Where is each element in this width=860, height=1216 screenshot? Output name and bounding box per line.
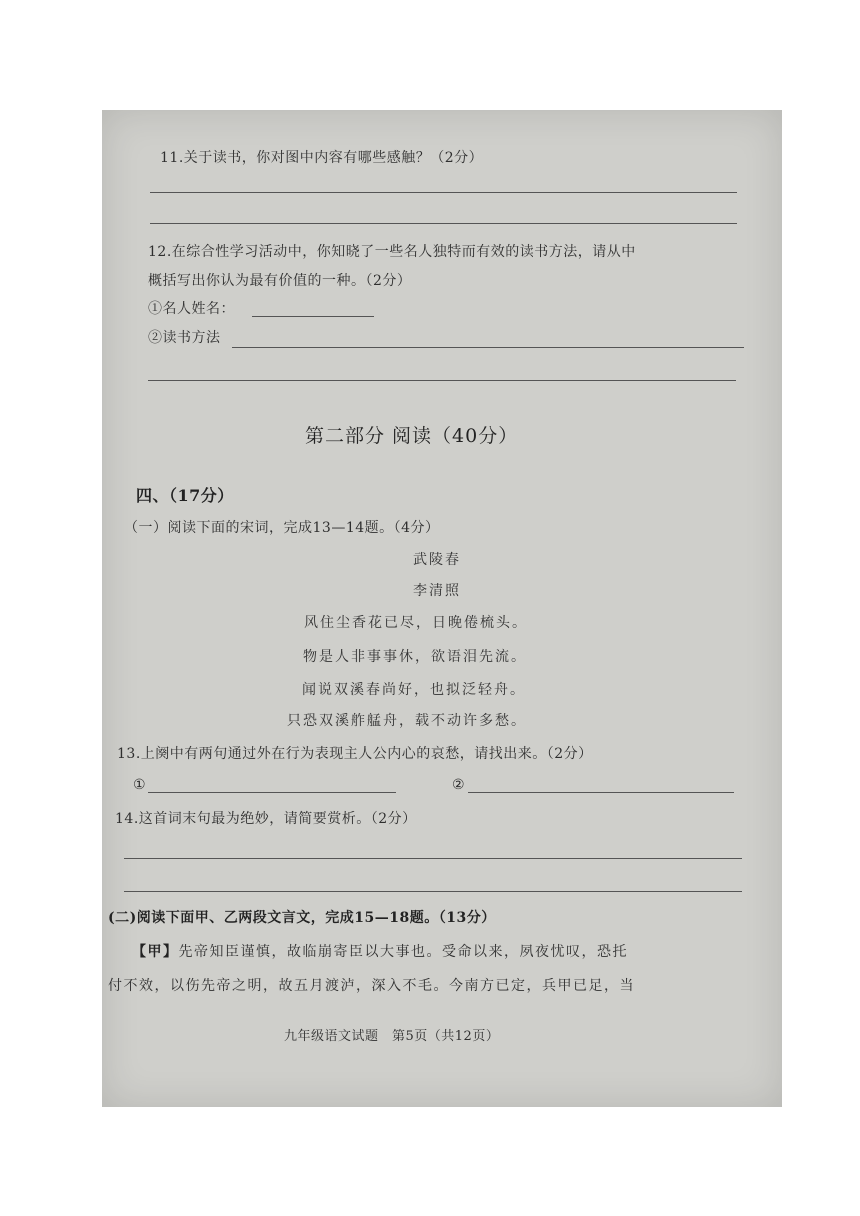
q13-option1: ① — [133, 777, 147, 793]
subsection-2-title: (二)阅读下面甲、乙两段文言文，完成15—18题。（13分） — [108, 910, 496, 926]
poem-line: 风住尘香花已尽，日晚倦梳头。 — [304, 615, 528, 631]
question-11: 11.关于读书，你对图中内容有哪些感触？（2分） — [160, 150, 484, 166]
question-13: 13.上阕中有两句通过外在行为表现主人公内心的哀愁，请找出来。（2分） — [117, 746, 593, 762]
poem-author: 李清照 — [413, 583, 461, 599]
question-12-line2: 概括写出你认为最有价值的一种。（2分） — [148, 273, 412, 289]
answer-line — [148, 380, 736, 381]
poem-title: 武陵春 — [413, 552, 461, 568]
answer-line — [150, 192, 737, 193]
subsection-1-title: （一）阅读下面的宋词，完成13—14题。（4分） — [124, 520, 440, 536]
answer-line — [148, 792, 396, 793]
poem-line: 只恐双溪舴艋舟，载不动许多愁。 — [287, 713, 527, 729]
passage-jia-label: 【甲】 — [132, 944, 179, 960]
answer-line — [150, 223, 737, 224]
passage-jia-line2: 付不效，以伤先帝之明，故五月渡泸，深入不毛。今南方已定，兵甲已足，当 — [108, 978, 635, 994]
question-12-item1: ①名人姓名： — [148, 301, 235, 317]
answer-line — [252, 316, 374, 317]
section-4-title: 四、（17分） — [136, 486, 234, 505]
part-2-title: 第二部分 阅读（40分） — [305, 425, 519, 447]
answer-line — [468, 792, 734, 793]
passage-jia-text: 先帝知臣谨慎，故临崩寄臣以大事也。受命以来，夙夜忧叹，恐托 — [178, 944, 628, 960]
passage-jia-line1 — [132, 941, 628, 961]
question-14: 14.这首词末句最为绝妙，请简要赏析。（2分） — [115, 811, 417, 827]
poem-line: 物是人非事事休，欲语泪先流。 — [303, 649, 527, 665]
page-footer: 九年级语文试题 第5页（共12页） — [284, 1029, 500, 1044]
answer-line — [124, 858, 742, 859]
answer-line — [124, 891, 742, 892]
question-12-item2: ②读书方法 — [148, 330, 221, 346]
poem-line: 闻说双溪春尚好，也拟泛轻舟。 — [302, 682, 526, 698]
answer-line — [232, 347, 744, 348]
q13-option2: ② — [452, 777, 466, 793]
question-12-line1: 12.在综合性学习活动中，你知晓了一些名人独特而有效的读书方法，请从中 — [148, 244, 636, 260]
